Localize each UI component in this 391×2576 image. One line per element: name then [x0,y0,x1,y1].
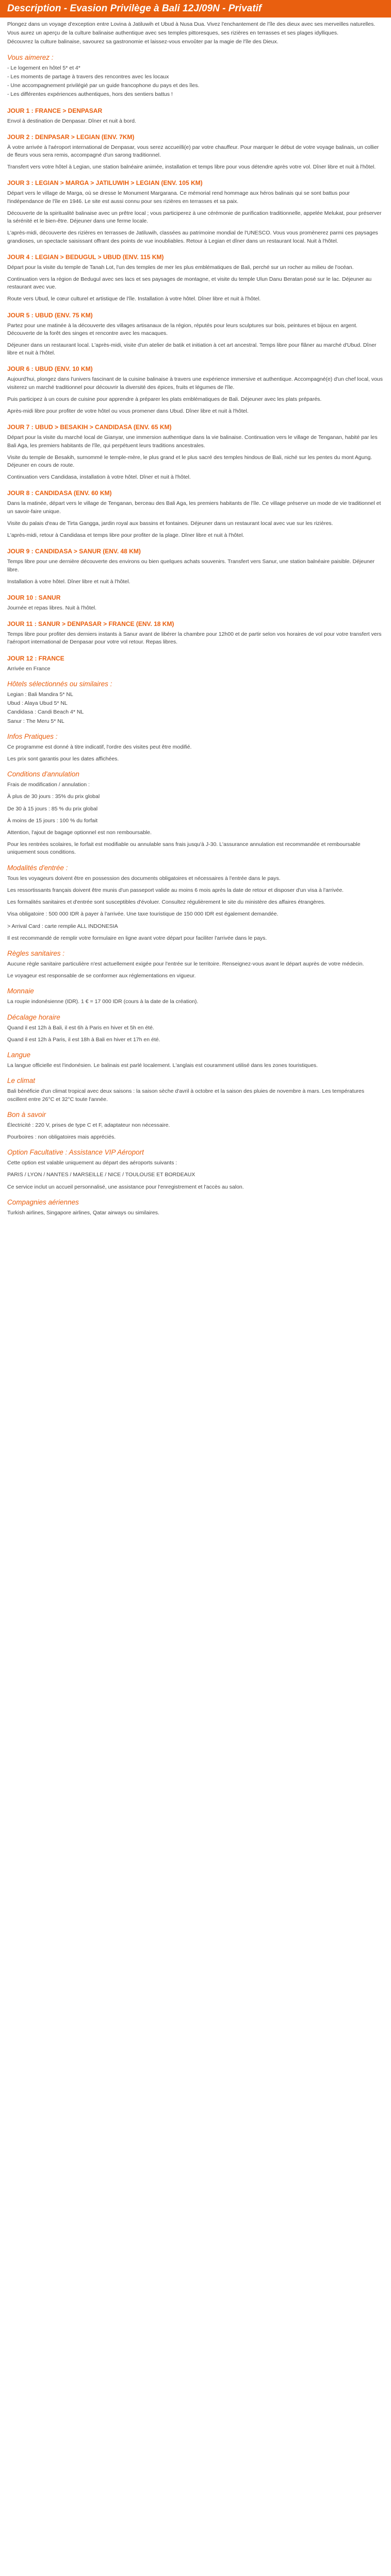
day-paragraph: L'après-midi, retour à Candidasa et temps libre pour profiter de la plage. Dîner libre et nuit à l'hôtel. [7,532,245,539]
day-paragraph: Après-midi libre pour profiter de votre hôtel ou vous promener dans Ubud. Dîner libre et nuit à l'hôtel. [7,408,249,415]
section-title: Règles sanitaires : [7,950,65,957]
section-paragraph: PARIS / LYON / NANTES / MARSEILLE / NICE / TOULOUSE ET BORDEAUX [7,1172,196,1178]
day-title: JOUR 7 : UBUD > BESAKIH > CANDIDASA (ENV. 65 KM) [7,423,172,431]
day-block [7,620,384,646]
day-paragraph: Continuation vers Candidasa, installation à votre hôtel. Dîner et nuit à l'hôtel. [7,474,191,481]
section-title: Compagnies aériennes [7,1198,79,1206]
section-paragraph: Frais de modification / annulation : [7,782,90,788]
section-paragraph: Électricité : 220 V, prises de type C et F, adaptateur non nécessaire. [7,1122,170,1128]
day-title: JOUR 10 : SANUR [7,594,61,601]
day-title: JOUR 8 : CANDIDASA (ENV. 60 KM) [7,489,112,497]
info-section [7,1013,384,1044]
day-block [7,655,384,673]
section-paragraph: Ce programme est donné à titre indicatif, l'ordre des visites peut être modifié. [7,743,192,750]
day-paragraph: Déjeuner dans un restaurant local. L'après-midi, visite d'un atelier de batik et initiation à cet art ancestral. Temps libre pour flâner au marché d'Ubud. Dîner libre et nuit à l'hôtel. [7,342,377,357]
day-paragraph: Journée et repas libres. Nuit à l'hôtel. [7,604,97,611]
day-paragraph: Continuation vers la région de Bedugul avec ses lacs et ses paysages de montagne, et visite du temple Ulun Danu Beratan posé sur le lac. Déjeuner au restaurant avec vue. [7,276,372,291]
day-block [7,489,384,539]
info-section [7,987,384,1006]
section-title: Modalités d'entrée : [7,863,68,872]
list-item: - Les moments de partage à travers des rencontres avec les locaux [7,73,169,80]
section-paragraph: La langue officielle est l'indonésien. Le balinais est parlé localement. L'anglais est couramment utilisé dans les zones touristiques. [7,1062,318,1069]
day-paragraph: Route vers Ubud, le cœur culturel et artistique de l'île. Installation à votre hôtel. Dîner libre et nuit à l'hôtel. [7,296,261,302]
day-paragraph: Aujourd'hui, plongez dans l'univers fascinant de la cuisine balinaise à travers une expérience immersive et authentique. Accompagné(e) d'un chef local, vous visiterez un marché traditionnel pour découvrir la diversité des épices, fruits et légumes de l'île. [7,376,383,391]
day-block [7,594,384,612]
day-paragraph: Arrivée en France [7,665,51,672]
day-paragraph: Dans la matinée, départ vers le village de Tenganan, berceau des Bali Aga, les premiers habitants de l'île. Ce village préserve un mode de vie traditionnel et un savoir-faire unique. [7,500,381,515]
info-section [7,1111,384,1141]
section-paragraph: Ce service inclut un accueil personnalisé, une assistance pour l'enregistrement et l'accès au salon. [7,1183,244,1190]
section-paragraph: Cette option est valable uniquement au départ des aéroports suivants : [7,1160,177,1166]
day-block [7,179,384,245]
section-paragraph: À moins de 15 jours : 100 % du forfait [7,817,98,824]
section-paragraph: Visa obligatoire : 500 000 IDR à payer à l'arrivée. Une taxe touristique de 150 000 IDR est également demandée. [7,911,279,918]
day-title: JOUR 5 : UBUD (ENV. 75 KM) [7,311,93,319]
day-title: JOUR 2 : DENPASAR > LEGIAN (ENV. 7KM) [7,133,135,141]
info-sections [7,733,384,1217]
day-title: JOUR 3 : LEGIAN > MARGA > JATILUWIH > LEGIAN (ENV. 105 KM) [7,179,203,187]
info-section [7,1051,384,1070]
day-block [7,253,384,303]
day-title: JOUR 12 : FRANCE [7,654,64,662]
section-paragraph: Pour les rentrées scolaires, le forfait est modifiable ou annulable sans frais jusqu'à J-30. L'assurance annulation est recommandée et remboursable uniquement sous conditions. [7,841,361,856]
section-paragraph: Quand il est 12h à Paris, il est 18h à Bali en hiver et 17h en été. [7,1036,160,1043]
list-item: - Le logement en hôtel 5* et 4* [7,64,80,71]
info-section [7,864,384,942]
section-title: Langue [7,1051,31,1059]
day-title: JOUR 11 : SANUR > DENPASAR > FRANCE (ENV. 18 KM) [7,620,174,628]
day-block [7,548,384,586]
section-title: Option Facultative : Assistance VIP Aéroport [7,1148,144,1157]
day-paragraph: Transfert vers votre hôtel à Legian, une station balnéaire animée, installation et temps libre pour vous détendre après votre vol. Dîner libre et nuit à l'hôtel. [7,164,376,171]
section-title-you-will-love: Vous aimerez : [7,53,54,61]
section-paragraph: Turkish airlines, Singapore airlines, Qatar airways ou similaires. [7,1209,159,1216]
day-paragraph: Départ pour la visite du marché local de Gianyar, une immersion authentique dans la vie balinaise. Continuation vers le village de Tenganan, habité par les Bali Aga, les premiers habitants de l'île, qui perpétuent leurs traditions ancestrales. [7,434,378,449]
hotel-item: Sanur : The Meru 5* NL [7,718,64,724]
section-paragraph: Il est recommandé de remplir votre formulaire en ligne avant votre départ pour faciliter l'arrivée dans le pays. [7,935,267,941]
section-paragraph: Le voyageur est responsable de se conformer aux réglementations en vigueur. [7,973,196,979]
info-section [7,770,384,857]
section-title: Infos Pratiques : [7,732,58,740]
section-title: Conditions d'annulation [7,770,79,778]
section-paragraph: Aucune règle sanitaire particulière n'est actuellement exigée pour l'entrée sur le territoire. Renseignez-vous avant le départ auprès de votre médecin. [7,961,364,967]
day-paragraph: À votre arrivée à l'aéroport international de Denpasar, vous serez accueilli(e) par votre chauffeur. Pour marquer le début de votre voyage balinais, un collier de fleurs vous sera remis, accompagné d'un sarong traditionnel. [7,144,379,158]
day-paragraph: Départ pour la visite du temple de Tanah Lot, l'un des temples de mer les plus emblématiques de Bali, perché sur un rocher au milieu de l'océan. [7,264,354,270]
you-will-love-list [7,64,384,99]
section-paragraph: Les ressortissants français doivent être munis d'un passeport valide au moins 6 mois après la date de retour et disposer d'un visa à l'arrivée. [7,887,344,893]
info-section [7,1077,384,1103]
intro [7,21,384,46]
day-paragraph: Installation à votre hôtel. Dîner libre et nuit à l'hôtel. [7,578,131,585]
list-item: - Les différentes expériences authentiques, hors des sentiers battus ! [7,91,173,98]
day-title: JOUR 6 : UBUD (ENV. 10 KM) [7,365,93,373]
day-paragraph: Départ vers le village de Marga, où se dresse le Monument Margarana. Ce mémorial rend hommage aux héros balinais qui se sont battus pour l'indépendance de l'île en 1946. Le site est aussi connu pour ses rizières en terrasses et sa paix. [7,190,350,205]
page-title-bar [0,0,391,18]
section-paragraph: Les formalités sanitaires et d'entrée sont susceptibles d'évoluer. Consultez régulièrement le site du ministère des affaires étrangères. [7,899,325,906]
day-paragraph: Temps libre pour profiter des derniers instants à Sanur avant de libérer la chambre pour 12h00 et de partir selon vos horaires de vol pour votre transfert vers l'aéroport international de Denpasar pour votre vol retour. Repas libres. [7,631,382,646]
page-title: Description - Evasion Privilège à Bali 12J/09N - Privatif [7,3,262,14]
hotel-item: Candidasa : Candi Beach 4* NL [7,709,84,716]
section-title: Bon à savoir [7,1110,46,1118]
section-paragraph: À plus de 30 jours : 35% du prix global [7,793,100,800]
section-title: Le climat [7,1077,36,1085]
day-paragraph: Visite du palais d'eau de Tirta Gangga, jardin royal aux bassins et fontaines. Déjeuner dans un restaurant local avec vue sur les rizières. [7,520,333,527]
info-section [7,950,384,980]
info-section [7,733,384,763]
section-title: Monnaie [7,987,34,995]
day-paragraph: Envol à destination de Denpasar. Dîner et nuit à bord. [7,117,136,124]
section-paragraph: Tous les voyageurs doivent être en possession des documents obligatoires et nécessaires à l'entrée dans le pays. [7,875,281,882]
day-paragraph: Puis participez à un cours de cuisine pour apprendre à préparer les plats emblématiques de Bali. Déjeuner avec les plats préparés. [7,396,322,402]
hotel-list [7,691,384,725]
day-paragraph: Découverte de la spiritualité balinaise avec un prêtre local ; vous participerez à une cérémonie de purification traditionnelle, appelée Melukat, pour préserver la sérénité et le bien-être. Déjeuner dans une ferme locale. [7,210,382,225]
intro-paragraph: Découvrez la culture balinaise, savourez sa gastronomie et laissez-vous envoûter par la magie de l'île des Dieux. [7,39,279,45]
main-content [0,18,391,1217]
itinerary [7,107,384,673]
section-paragraph: Quand il est 12h à Bali, il est 6h à Paris en hiver et 5h en été. [7,1024,154,1031]
intro-paragraph: Plongez dans un voyage d'exception entre Lovina à Jatiluwih et Ubud à Nusa Dua. Vivez l'enchantement de l'île des dieux avec ses merveilles naturelles. [7,21,376,27]
section-paragraph: Attention, l'ajout de bagage optionnel est non remboursable. [7,829,152,836]
day-title: JOUR 9 : CANDIDASA > SANUR (ENV. 48 KM) [7,548,141,555]
info-section [7,1148,384,1191]
section-paragraph: De 30 à 15 jours : 85 % du prix global [7,805,98,812]
info-section [7,1198,384,1217]
day-block [7,312,384,358]
day-title: JOUR 4 : LEGIAN > BEDUGUL > UBUD (ENV. 115 KM) [7,253,164,261]
intro-paragraph: Vous aurez un aperçu de la culture balinaise authentique avec ses temples pittoresques, ses rizières en terrasses et ses plages idylliques. [7,30,339,37]
section-title: Décalage horaire [7,1013,60,1021]
day-paragraph: Temps libre pour une dernière découverte des environs ou bien quelques achats souvenirs. Transfert vers Sanur, une station balnéaire paisible. Déjeuner libre. [7,558,375,573]
hotel-item: Ubud : Alaya Ubud 5* NL [7,700,68,707]
day-block [7,107,384,125]
section-paragraph: > Arrival Card : carte remplie ALL INDONESIA [7,923,118,929]
day-paragraph: Partez pour une matinée à la découverte des villages artisanaux de la région, réputés pour leurs sculptures sur bois, peintures et bijoux en argent. Découverte de la forêt des singes et rencontre avec les macaques. [7,322,357,336]
day-title: JOUR 1 : FRANCE > DENPASAR [7,107,103,114]
section-paragraph: Bali bénéficie d'un climat tropical avec deux saisons : la saison sèche d'avril à octobre et la saison des pluies de novembre à mars. Les températures oscillent entre 26°C et 32°C toute l'année. [7,1088,365,1103]
section-paragraph: Les prix sont garantis pour les dates affichées. [7,755,119,762]
day-paragraph: L'après-midi, découverte des rizières en terrasses de Jatiluwih, classées au patrimoine mondial de l'UNESCO. Vous vous promènerez parmi ces paysages grandioses, un spectacle saisissant offrant des points de vue inoubliables. Retour à Legian et dîner dans un restaurant local. Nuit à l'hôtel. [7,230,378,244]
hotel-item: Legian : Bali Mandira 5* NL [7,691,73,698]
day-block [7,423,384,481]
section-paragraph: La roupie indonésienne (IDR). 1 € = 17 000 IDR (cours à la date de la création). [7,998,199,1005]
section-paragraph: Pourboires : non obligatoires mais appréciés. [7,1133,116,1140]
day-block [7,365,384,415]
day-block [7,133,384,172]
list-item: - Une accompagnement privilégié par un guide francophone du pays et des îles. [7,82,200,89]
day-paragraph: Visite du temple de Besakih, surnommé le temple-mère, le plus grand et le plus sacré des temples hindous de Bali, niché sur les pentes du mont Agung. Déjeuner en cours de route. [7,454,372,468]
section-title-hotels: Hôtels sélectionnés ou similaires : [7,680,112,688]
